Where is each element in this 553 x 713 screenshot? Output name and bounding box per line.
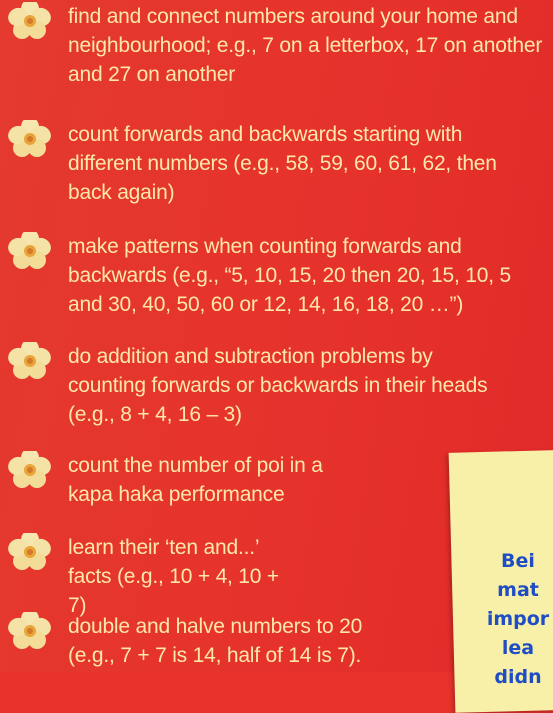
list-item — [0, 451, 420, 509]
list-item-text: count the number of poi in a kapa haka performance — [68, 454, 323, 506]
list-item-text: find and connect numbers around your home and neighbourhood; e.g., 7 on a letterbox, 17 on another and 27 on another — [68, 5, 543, 86]
list-item — [0, 2, 552, 89]
sticky-note-text: Bei mat impor lea didn — [486, 550, 550, 688]
flower-icon — [2, 342, 58, 382]
list-item — [0, 232, 552, 319]
list-item-text: do addition and subtraction problems by counting forwards or backwards in their heads (e.g., 8 + 4, 16 – 3) — [68, 345, 488, 426]
list-item-text: make patterns when counting forwards and backwards (e.g., “5, 10, 15, 20 then 20, 15, 10, 5 and 30, 40, 50, 60 or 12, 14, 16, 18, 20 …”) — [68, 235, 511, 316]
list-item-text: double and halve numbers to 20 (e.g., 7 + 7 is 14, half of 14 is 7). — [68, 615, 363, 667]
flower-icon — [2, 120, 58, 160]
flower-icon — [2, 232, 58, 272]
list-item-text: learn their ‘ten and...’ facts (e.g., 10 + 4, 10 + 7) — [68, 536, 279, 617]
flower-icon — [2, 533, 58, 573]
list-item — [0, 612, 420, 670]
list-item — [0, 533, 420, 620]
list-item-text: count forwards and backwards starting with different numbers (e.g., 58, 59, 60, 61, 62, then back again) — [68, 123, 497, 204]
flower-icon — [2, 2, 58, 42]
flower-icon — [2, 451, 58, 491]
list-item — [0, 342, 552, 429]
flower-icon — [2, 612, 58, 652]
list-item — [0, 120, 552, 207]
